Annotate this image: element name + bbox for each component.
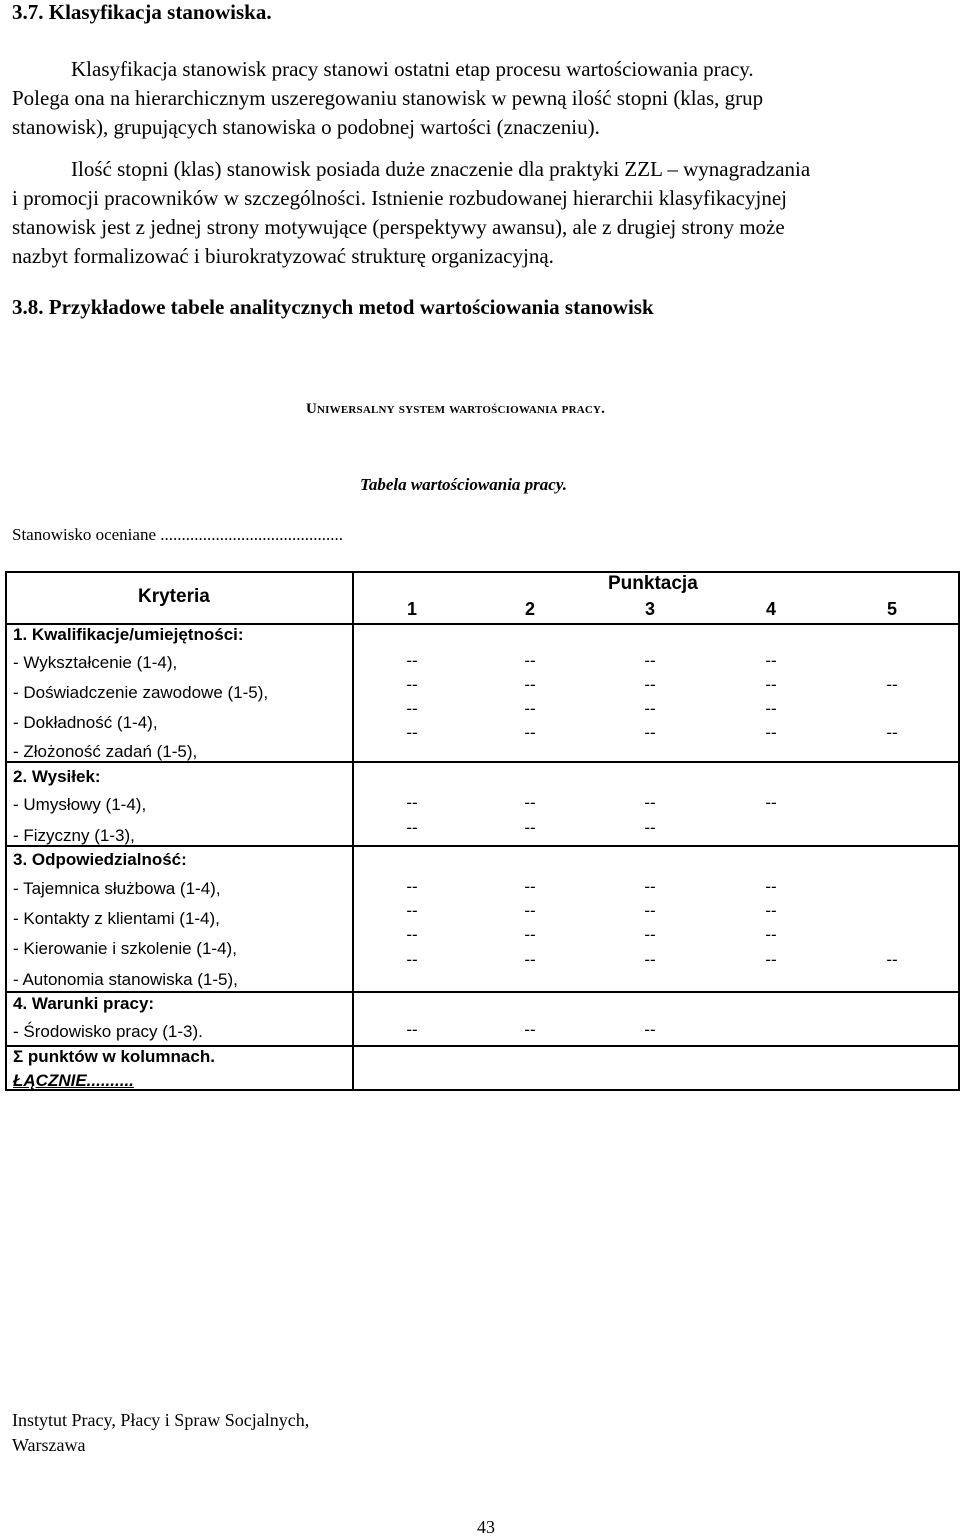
group-3-title: 3. Odpowiedzialność: bbox=[13, 850, 187, 869]
group-2-item-2: - Fizyczny (1-3), bbox=[13, 826, 135, 845]
score-dash: -- bbox=[406, 699, 418, 718]
score-dash: -- bbox=[644, 901, 656, 920]
score-dash: -- bbox=[524, 793, 536, 812]
paragraph-1-line-3: stanowisk), grupujących stanowiska o podobnej wartości (znaczeniu). bbox=[12, 115, 600, 139]
header-criteria: Kryteria bbox=[138, 586, 210, 607]
score-dash: -- bbox=[524, 950, 536, 969]
score-dash: -- bbox=[406, 675, 418, 694]
score-dash: -- bbox=[406, 1020, 418, 1039]
header-score: Punktacja bbox=[608, 573, 698, 594]
score-dash: -- bbox=[765, 675, 777, 694]
group-1-item-3: - Dokładność (1-4), bbox=[13, 713, 158, 732]
score-dash: -- bbox=[765, 651, 777, 670]
group-2-item-1: - Umysłowy (1-4), bbox=[13, 795, 147, 814]
valuation-table bbox=[5, 571, 960, 1091]
column-divider bbox=[352, 573, 354, 1089]
row-rule bbox=[352, 991, 958, 993]
paragraph-2-line-2: i promocji pracowników w szczególności. Istnienie rozbudowanej hierarchii klasyfikacyjnej bbox=[12, 186, 787, 210]
score-dash: -- bbox=[406, 877, 418, 896]
score-dash: -- bbox=[406, 723, 418, 742]
row-rule bbox=[352, 761, 958, 763]
score-dash: -- bbox=[886, 723, 898, 742]
group-3-item-2: - Kontakty z klientami (1-4), bbox=[13, 909, 220, 928]
footer-institute: Instytut Pracy, Płacy i Spraw Socjalnych, bbox=[12, 1410, 310, 1430]
score-dash: -- bbox=[765, 901, 777, 920]
score-dash: -- bbox=[886, 950, 898, 969]
position-label: Stanowisko oceniane ........................................... bbox=[12, 525, 343, 544]
score-dash: -- bbox=[406, 651, 418, 670]
score-dash: -- bbox=[644, 723, 656, 742]
score-dash: -- bbox=[644, 1020, 656, 1039]
total-label: ŁĄCZNIE.......... bbox=[13, 1071, 134, 1090]
table-title: Tabela wartościowania pracy. bbox=[360, 475, 567, 494]
row-rule bbox=[7, 991, 352, 993]
column-5-label: 5 bbox=[886, 599, 897, 619]
section-heading-3-8: 3.8. Przykładowe tabele analitycznych metod wartościowania stanowisk bbox=[12, 295, 654, 319]
column-4-label: 4 bbox=[765, 599, 776, 619]
score-dash: -- bbox=[524, 675, 536, 694]
score-dash: -- bbox=[524, 877, 536, 896]
section-heading-3-7: 3.7. Klasyfikacja stanowiska. bbox=[12, 0, 272, 24]
group-4-title: 4. Warunki pracy: bbox=[13, 994, 155, 1013]
score-dash: -- bbox=[765, 950, 777, 969]
score-dash: -- bbox=[406, 818, 418, 837]
row-rule bbox=[352, 845, 958, 847]
score-dash: -- bbox=[406, 925, 418, 944]
score-dash: -- bbox=[644, 675, 656, 694]
score-dash: -- bbox=[886, 675, 898, 694]
score-dash: -- bbox=[524, 651, 536, 670]
score-dash: -- bbox=[406, 950, 418, 969]
paragraph-2-line-4: nazbyt formalizować i biurokratyzować strukturę organizacyjną. bbox=[12, 244, 554, 268]
score-dash: -- bbox=[765, 877, 777, 896]
paragraph-1-line-1: Klasyfikacja stanowisk pracy stanowi ostatni etap procesu wartościowania pracy. bbox=[71, 57, 754, 81]
score-dash: -- bbox=[524, 818, 536, 837]
score-dash: -- bbox=[644, 925, 656, 944]
score-dash: -- bbox=[524, 901, 536, 920]
group-1-title: 1. Kwalifikacje/umiejętności: bbox=[13, 625, 244, 644]
score-dash: -- bbox=[644, 793, 656, 812]
group-3-item-1: - Tajemnica służbowa (1-4), bbox=[13, 879, 221, 898]
paragraph-1-line-2: Polega ona na hierarchicznym uszeregowaniu stanowisk w pewną ilość stopni (klas, grup bbox=[12, 86, 764, 110]
score-dash: -- bbox=[644, 877, 656, 896]
footer-city: Warszawa bbox=[12, 1435, 86, 1455]
row-rule bbox=[352, 1045, 958, 1047]
column-2-label: 2 bbox=[524, 599, 535, 619]
score-dash: -- bbox=[524, 1020, 536, 1039]
score-dash: -- bbox=[524, 723, 536, 742]
group-4-item-1: - Środowisko pracy (1-3). bbox=[13, 1022, 203, 1041]
row-rule bbox=[352, 623, 958, 625]
system-title: Uniwersalny system wartościowania pracy. bbox=[306, 401, 606, 417]
group-1-item-2: - Doświadczenie zawodowe (1-5), bbox=[13, 683, 269, 702]
paragraph-2-line-1: Ilość stopni (klas) stanowisk posiada duże znaczenie dla praktyki ZZL – wynagradzania bbox=[71, 157, 811, 181]
score-dash: -- bbox=[765, 793, 777, 812]
group-1-item-1: - Wykształcenie (1-4), bbox=[13, 653, 178, 672]
sum-label: Σ punktów w kolumnach. bbox=[13, 1047, 215, 1066]
score-dash: -- bbox=[765, 723, 777, 742]
page-number: 43 bbox=[477, 1517, 495, 1537]
score-dash: -- bbox=[765, 699, 777, 718]
score-dash: -- bbox=[406, 901, 418, 920]
group-3-item-3: - Kierowanie i szkolenie (1-4), bbox=[13, 939, 237, 958]
score-dash: -- bbox=[644, 651, 656, 670]
group-1-item-4: - Złożoność zadań (1-5), bbox=[13, 742, 198, 761]
group-2-title: 2. Wysiłek: bbox=[13, 767, 101, 786]
group-3-item-4: - Autonomia stanowiska (1-5), bbox=[13, 970, 238, 989]
score-dash: -- bbox=[406, 793, 418, 812]
score-dash: -- bbox=[644, 699, 656, 718]
score-dash: -- bbox=[644, 818, 656, 837]
score-dash: -- bbox=[644, 950, 656, 969]
score-dash: -- bbox=[524, 699, 536, 718]
column-1-label: 1 bbox=[406, 599, 417, 619]
score-dash: -- bbox=[765, 925, 777, 944]
column-3-label: 3 bbox=[644, 599, 655, 619]
score-dash: -- bbox=[524, 925, 536, 944]
paragraph-2-line-3: stanowisk jest z jednej strony motywujące (perspektywy awansu), ale z drugiej strony może bbox=[12, 215, 785, 239]
